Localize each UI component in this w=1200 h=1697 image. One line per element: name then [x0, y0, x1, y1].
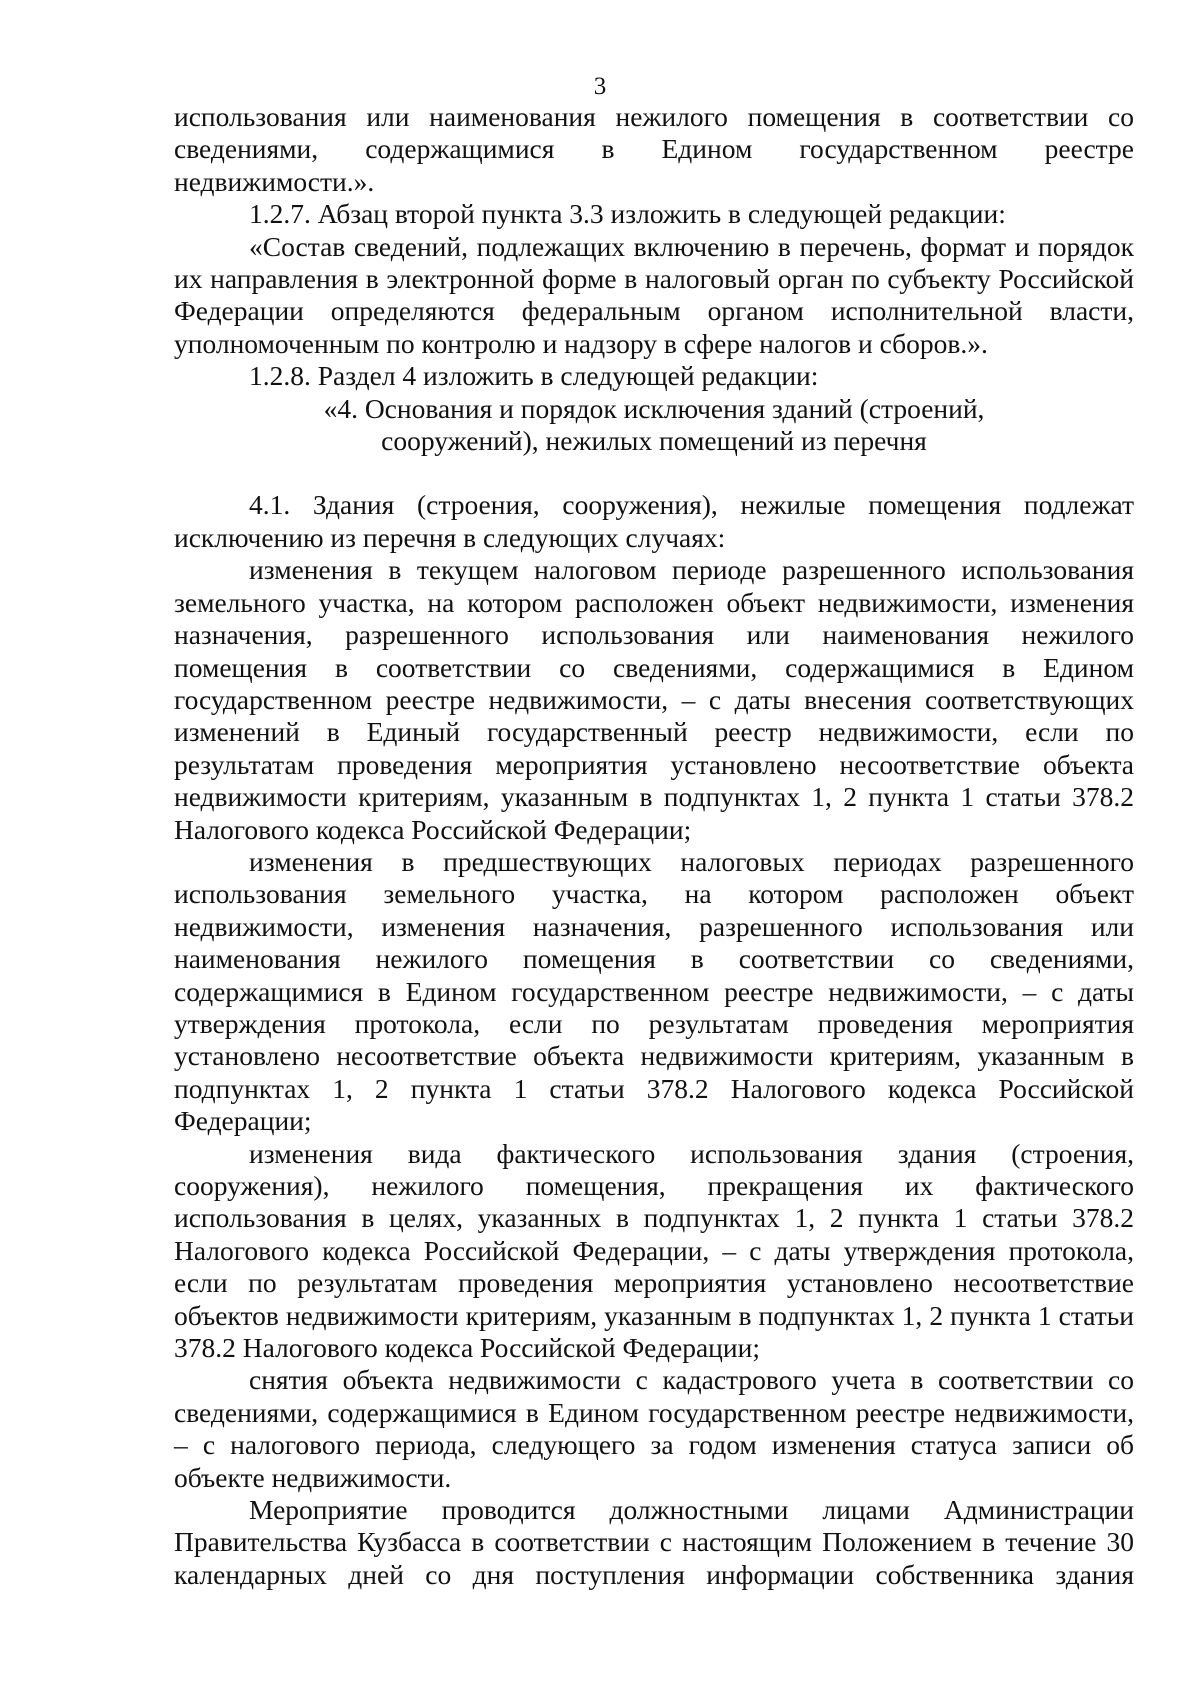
- paragraph-4-1: 4.1. Здания (строения, сооружения), нежилые помещения подлежат исключению из перечня в следующих случаях:: [174, 489, 1134, 553]
- paragraph-case-actual-use: изменения вида фактического использования здания (строения, сооружения), нежилого помещения, прекращения их фактического использования в целях, указанных в подпунктах 1, 2 пункта 1 статьи 378.2 Налогового кодекса Российской Федерации, – с даты утверждения протокола, если по результатам проведения мероприятия установлено несоответствие объектов недвижимости критериям, указанным в подпунктах 1, 2 пункта 1 статьи 378.2 Налогового кодекса Российской Федерации;: [174, 1137, 1134, 1364]
- paragraph-case-current-period: изменения в текущем налоговом периоде разрешенного использования земельного участка, на котором расположен объект недвижимости, изменения назначения, разрешенного использования или наименования нежилого помещения в соответствии со сведениями, содержащимися в Едином государственном реестре недвижимости, – с даты внесения соответствующих изменений в Единый государственный реестр недвижимости, если по результатам проведения мероприятия установлено несоответствие объекта недвижимости критериям, указанным в подпунктах 1, 2 пункта 1 статьи 378.2 Налогового кодекса Российской Федерации;: [174, 554, 1134, 845]
- paragraph-quote-composition: «Состав сведений, подлежащих включению в перечень, формат и порядок их направления в электронной форме в налоговый орган по субъекту Российской Федерации определяются федеральным органом исполнительной власти, уполномоченным по контролю и надзору в сфере налогов и сборов.».: [174, 230, 1134, 359]
- paragraph-item-1-2-7: 1.2.7. Абзац второй пункта 3.3 изложить в следующей редакции:: [249, 198, 1006, 230]
- document-body: [174, 101, 1134, 1591]
- paragraph-case-previous-periods: изменения в предшествующих налоговых периодах разрешенного использования земельного участка, на котором расположен объект недвижимости, изменения назначения, разрешенного использования или наименования нежилого помещения в соответствии со сведениями, содержащимися в Едином государственном реестре недвижимости, – с даты утверждения протокола, если по результатам проведения мероприятия установлено несоответствие объекта недвижимости критериям, указанным в подпунктах 1, 2 пункта 1 статьи 378.2 Налогового кодекса Российской Федерации;: [174, 845, 1134, 1137]
- section-heading-line-1: «4. Основания и порядок исключения зданий (строений,: [323, 392, 985, 424]
- paragraph-procedure: Мероприятие проводится должностными лицами Администрации Правительства Кузбасса в соответствии с настоящим Положением в течение 30 календарных дней со дня поступления информации собственника здания: [174, 1494, 1134, 1590]
- blank-line: [174, 457, 1134, 489]
- paragraph-case-cadastral-removal: снятия объекта недвижимости с кадастрового учета в соответствии со сведениями, содержащимися в Едином государственном реестре недвижимости, – с налогового периода, следующего за годом изменения статуса записи об объекте недвижимости.: [174, 1364, 1134, 1493]
- paragraph-item-1-2-8: 1.2.8. Раздел 4 изложить в следующей редакции:: [249, 360, 819, 392]
- page-number: 3: [593, 73, 607, 100]
- paragraph-continuation: использования или наименования нежилого помещения в соответствии со сведениями, содержащимися в Едином государственном реестре недвижимости.».: [174, 101, 1134, 197]
- section-heading-line-2: сооружений), нежилых помещений из перечня: [381, 425, 927, 457]
